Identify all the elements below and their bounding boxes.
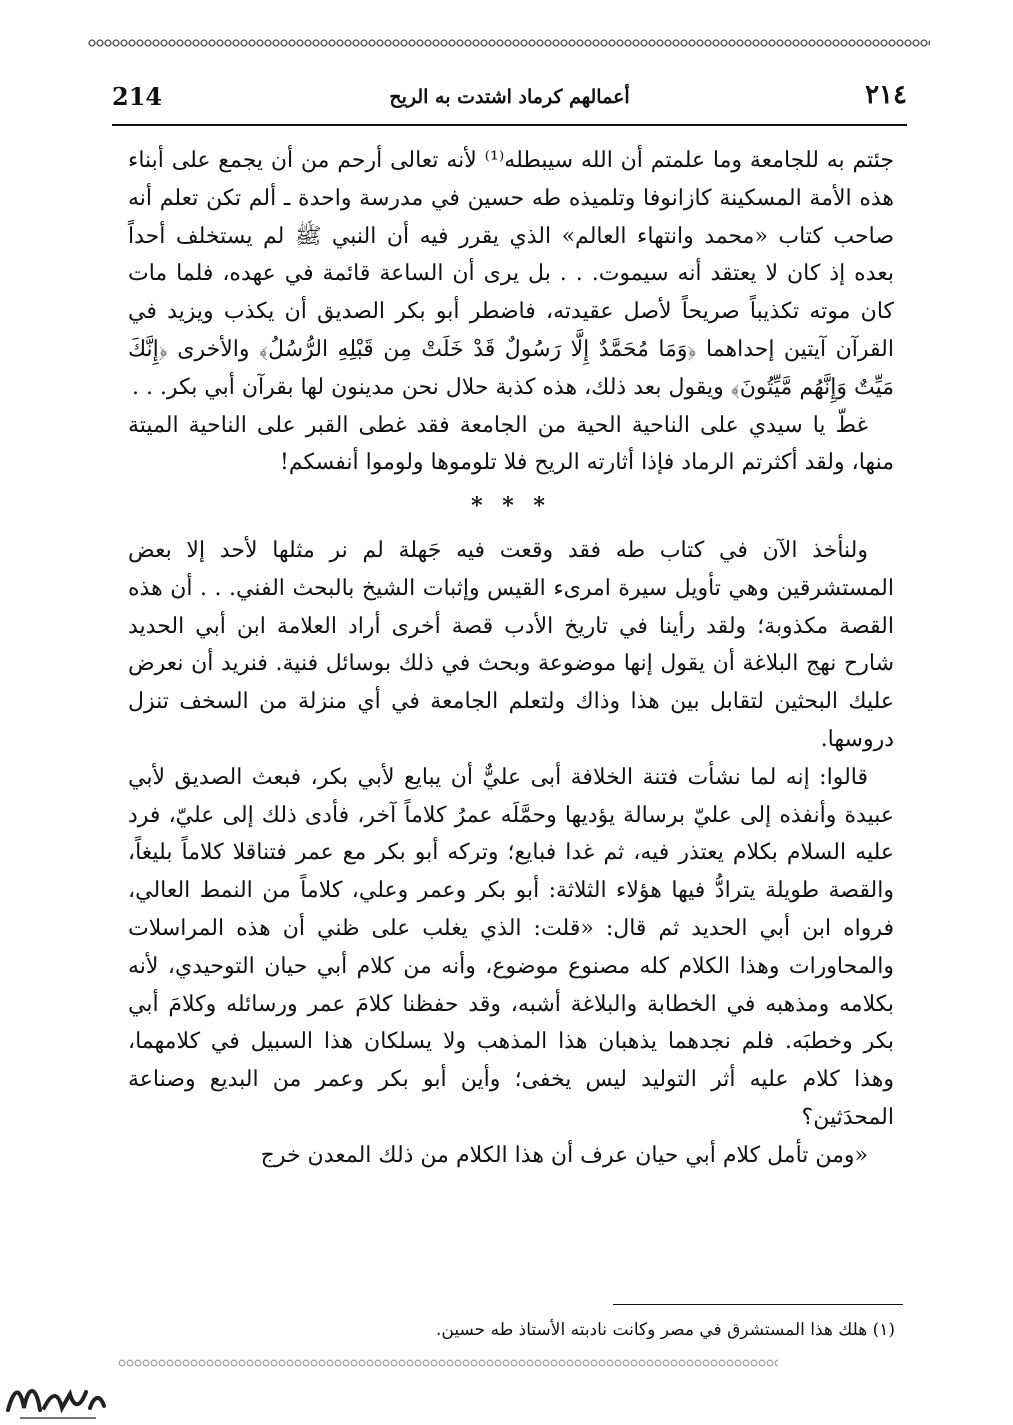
- paragraph: قالوا: إنه لما نشأت فتنة الخلافة أبى عليٌّ أن يبايع لأبي بكر، فبعث الصديق لأبي عبيدة وأنفذه إلى عليّ برسالة يؤديها وحمَّلَه عمرُ كلاماً آخر، فأدى ذلك إلى عليّ، فرد عليه السلام بكلام يعتذر فيه، ثم غدا فبايع؛ وتركه أبو بكر مع عمر فتناقلا كلاماً بليغاً، والقصة طويلة يترادُّ فيها هؤلاء الثلاثة: أبو بكر وعمر وعلي، كلاماً من النمط العالي، فرواه ابن أبي الحديد ثم قال: «قلت: الذي يغلب على ظني أن هذه المراسلات والمحاورات وهذا الكلام كله مصنوع موضوع، وأنه من كلام أبي حيان التوحيدي، لأنه بكلامه ومذهبه في الخطابة والبلاغة أشبه، وقد حفظنا كلامَ عمر ورسائله وكلامَ أبي بكر وخطبَه. فلم نجدهما يذهبان هذا المذهب ولا يسلكان هذا السبيل في كلامهما، وهذا كلام عليه أثر التوليد ليس يخفى؛ وأين أبو بكر وعمر من البديع وصناعة المحدَثين؟: [128, 764, 894, 1130]
- header-rule: [112, 124, 907, 126]
- footnote: (١) هلك هذا المستشرق في مصر وكانت نادبته الأستاذ طه حسين.: [436, 1320, 895, 1340]
- bottom-decorative-border: [118, 1358, 778, 1368]
- section-separator: * * *: [471, 493, 551, 520]
- page-number-arabic: ٢١٤: [865, 80, 907, 110]
- watermark-logo: [0, 1368, 110, 1425]
- page-number-latin: 214: [112, 82, 163, 111]
- paragraph: جئتم به للجامعة وما علمتم أن الله سيبطله⁽¹⁾ لأنه تعالى أرحم من أن يجمع على أبناء هذه الأمة المسكينة كازانوفا وتلميذه طه حسين في مدرسة واحدة ـ ألم تكن تعلم أنه صاحب كتاب «محمد وانتهاء العالم» الذي يقرر فيه أن النبي ﷺ لم يستخلف أحداً بعده إذ كان لا يعتقد أنه سيموت. . . بل يرى أن الساعة قائمة في عهده، فلما مات كان موته تكذيباً صريحاً لأصل عقيدته، فاضطر أبو بكر الصديق أن يكذب ويزيد في القرآن آيتين إحداهما ﴿وَمَا مُحَمَّدٌ إِلَّا رَسُولٌ قَدْ خَلَتْ مِن قَبْلِهِ الرُّسُلُ﴾ والأخرى ﴿إِنَّكَ مَيِّتٌ وَإِنَّهُم مَّيِّتُونَ﴾ ويقول بعد ذلك، هذه كذبة حلال نحن مدينون لها بقرآن أبي بكر. . .: [128, 148, 894, 400]
- top-decorative-border: [88, 38, 930, 48]
- paragraph: ولنأخذ الآن في كتاب طه فقد وقعت فيه جَهلة لم نر مثلها لأحد إلا بعض المستشرقين وهي تأويل سيرة امرىء القيس وإثبات الشيخ بالبحث الفني. . . أن هذه القصة مكذوبة؛ ولقد رأينا في تاريخ الأدب قصة أخرى أراد العلامة ابن أبي الحديد شارح نهج البلاغة أن يقول إنها موضوعة وبحث في ذلك بوسائل فنية. فنريد أن نعرض عليك البحثين لتقابل بين هذا وذاك ولتعلم الجامعة في أي منزلة من السخف تنزل دروسها.: [128, 537, 894, 752]
- paragraph: غطّ يا سيدي على الناحية الحية من الجامعة فقد غطى القبر على الناحية الميتة منها، ولقد أكثرتم الرماد فإذا أثارته الريح فلا تلوموها ولوموا أنفسكم!: [128, 412, 894, 476]
- paragraph: «ومن تأمل كلام أبي حيان عرف أن هذا الكلام من ذلك المعدن خرج: [260, 1142, 868, 1168]
- main-text: [128, 142, 894, 1175]
- footnote-rule: [613, 1304, 903, 1305]
- page-header: [112, 82, 907, 114]
- running-title: أعمالهم كرماد اشتدت به الريح: [389, 86, 630, 108]
